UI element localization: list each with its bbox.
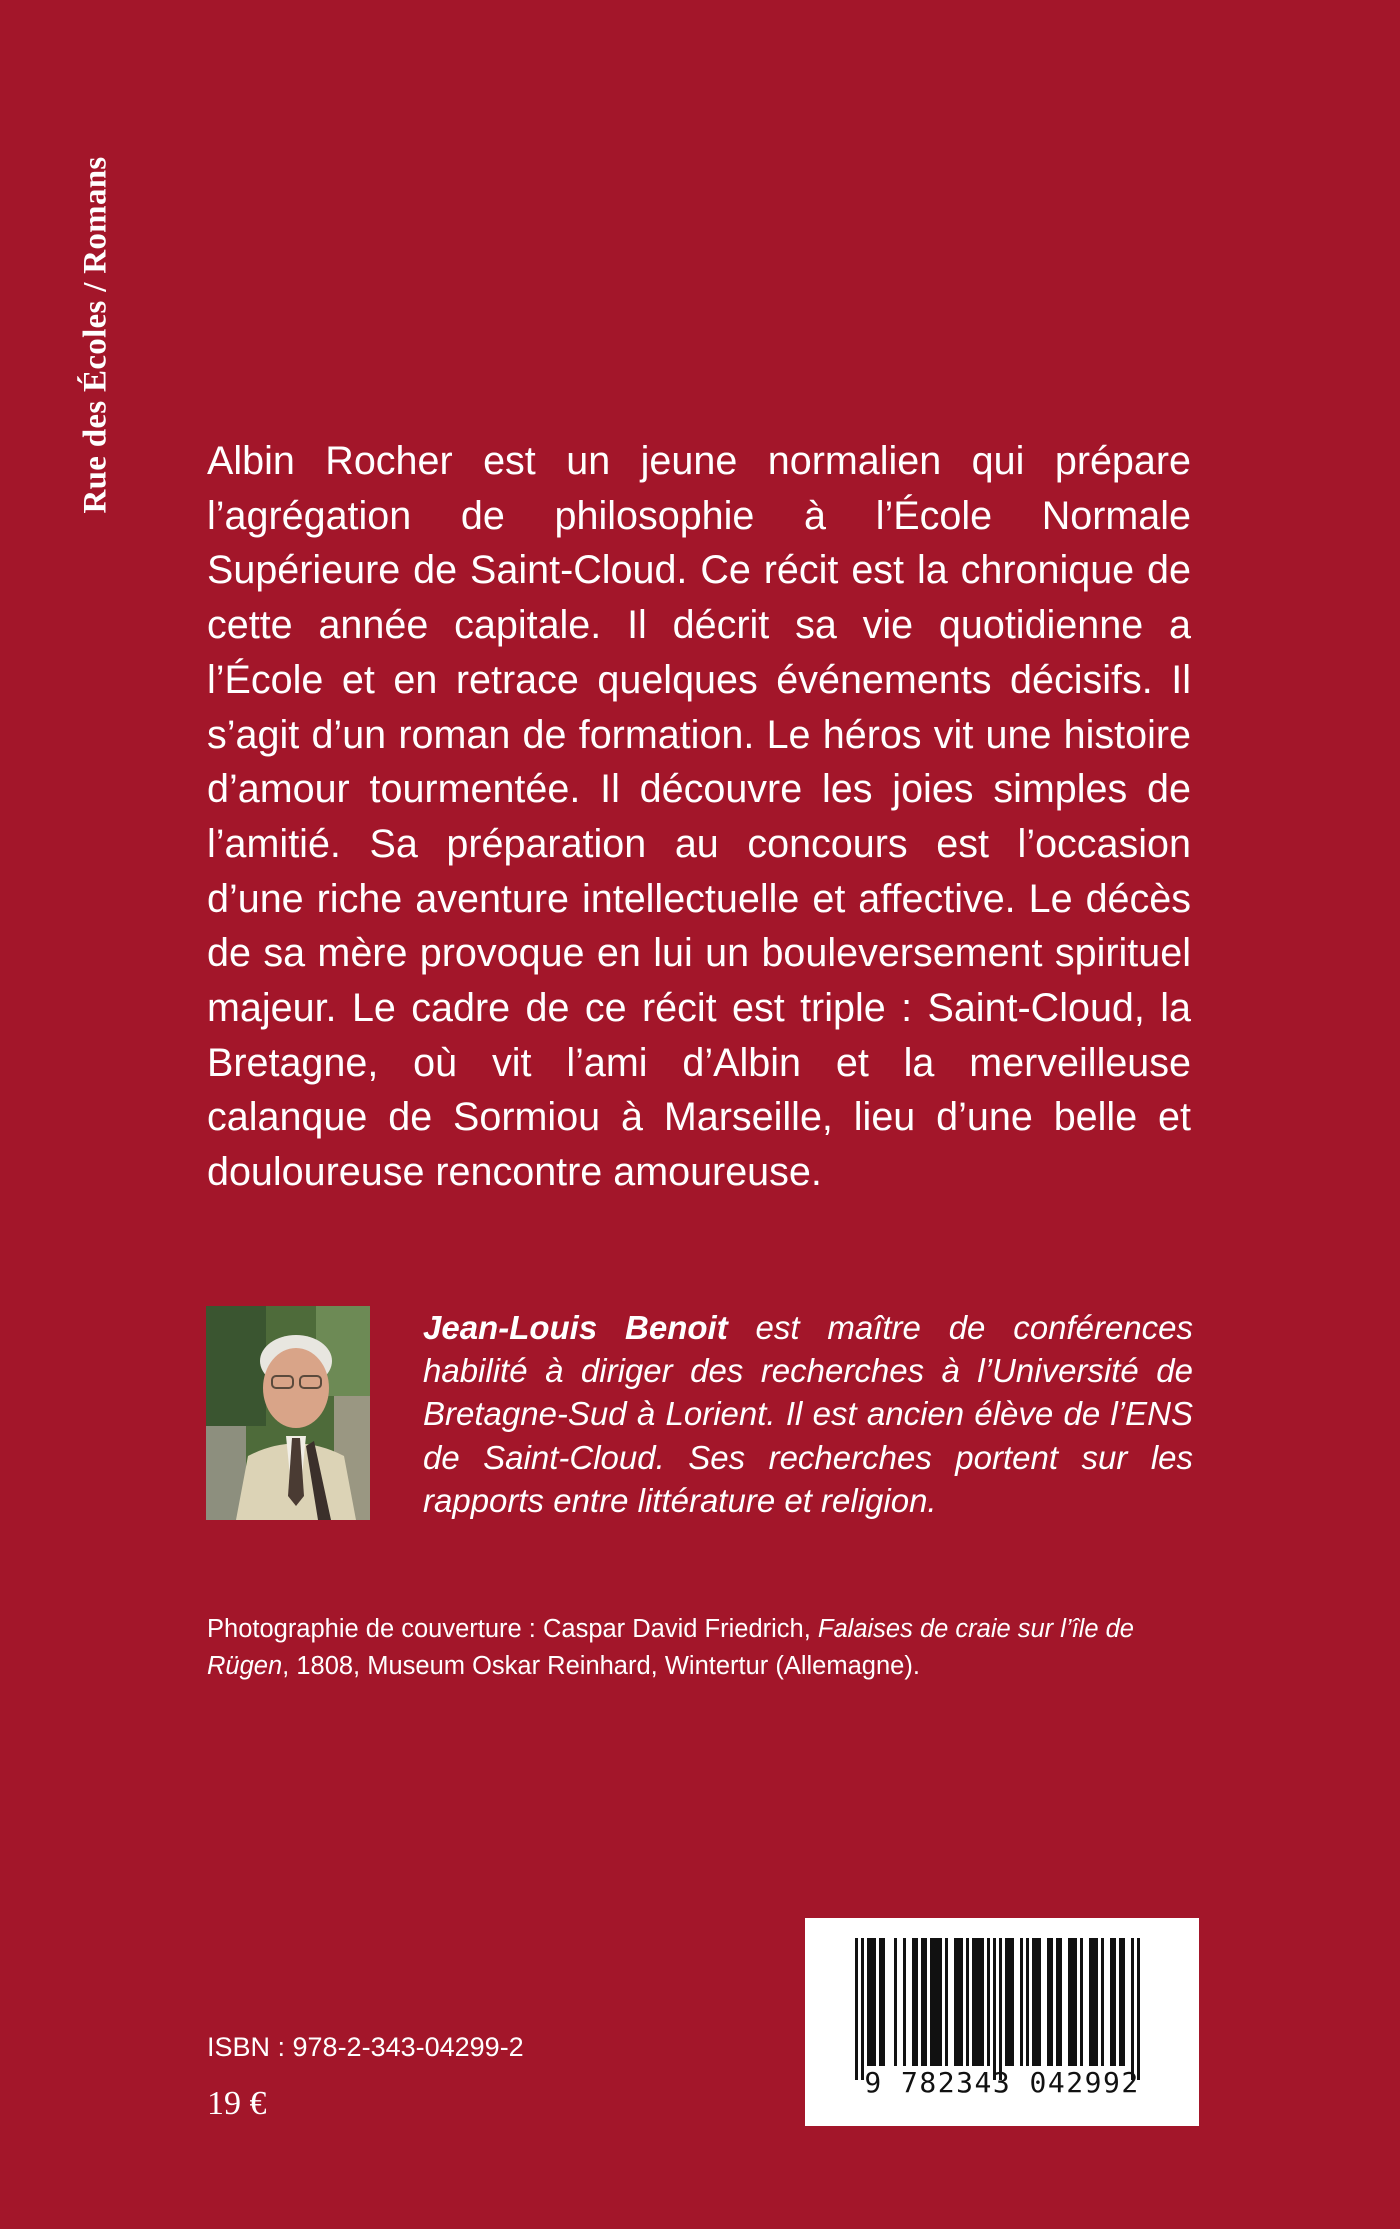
- cover-credit: [207, 1611, 1197, 1685]
- cover-credit-prefix: Photographie de couverture : Caspar David Friedrich,: [207, 1615, 818, 1643]
- barcode-bar: [1020, 1938, 1023, 2066]
- barcode-bar: [1131, 1938, 1134, 2080]
- barcode-bar: [987, 1938, 990, 2066]
- barcode-bar: [1026, 1938, 1029, 2066]
- barcode-bar: [867, 1938, 876, 2066]
- author-bio-text: est maître de conférences habilité à diriger des recherches à l’Université de Bretagne-Sud à Lorient. Il est ancien élève de l’ENS de Saint-Cloud. Ses recherches portent sur les rapports entre littérature et religion.: [423, 1309, 1193, 1519]
- isbn: ISBN : 978-2-343-04299-2: [207, 2032, 524, 2062]
- barcode-bar: [1032, 1938, 1041, 2066]
- barcode-bar: [954, 1938, 963, 2066]
- barcode-bar: [903, 1938, 906, 2066]
- barcode-bar: [945, 1938, 948, 2066]
- barcode-bar: [861, 1938, 864, 2080]
- barcode-bar: [1047, 1938, 1053, 2066]
- author-bio: [423, 1306, 1193, 1522]
- barcode-bar: [1137, 1938, 1140, 2080]
- barcode-bar: [1110, 1938, 1116, 2066]
- barcode-bar: [1005, 1938, 1014, 2066]
- barcode-bar: [999, 1938, 1002, 2080]
- barcode-digits: 9 782343 042992: [864, 2066, 1140, 2099]
- barcode-bar: [1119, 1938, 1125, 2066]
- barcode-bar: [1080, 1938, 1083, 2066]
- synopsis-text: Albin Rocher est un jeune normalien qui prépare l’agrégation de philosophie à l’École Normale Supérieure de Saint-Cloud. Ce récit est la chronique de cette année capitale. Il décrit sa vie quotidienne a l’École et en retrace quelques événements décisifs. Il s’agit d’un roman de formation. Le héros vit une histoire d’amour tourmentée. Il découvre les joies simples de l’amitié. Sa préparation au concours est l’occasion d’une riche aventure intellectuelle et affective. Le décès de sa mère provoque en lui un bouleversement spirituel majeur. Le cadre de ce récit est triple : Saint-Cloud, la Bretagne, où vit l’ami d’Albin et la merveilleuse calanque de Sormiou à Marseille, lieu d’une belle et douloureuse rencontre amoureuse.: [207, 439, 1191, 1195]
- barcode-bar: [855, 1938, 858, 2080]
- barcode: [805, 1918, 1199, 2126]
- barcode-bar: [921, 1938, 927, 2066]
- barcode-bar: [1056, 1938, 1062, 2066]
- series-label: [72, 100, 120, 570]
- price: 19 €: [207, 2085, 267, 2122]
- author-name: Jean-Louis Benoit: [423, 1309, 728, 1346]
- barcode-bar: [912, 1938, 918, 2066]
- series-label-text: Rue des Écoles / Romans: [77, 156, 114, 514]
- barcode-bar: [966, 1938, 969, 2066]
- author-photo: [206, 1306, 370, 1520]
- barcode-bar: [1068, 1938, 1077, 2066]
- barcode-bar: [1089, 1938, 1098, 2066]
- barcode-bar: [1101, 1938, 1104, 2066]
- barcode-bar: [879, 1938, 885, 2066]
- barcode-bar: [993, 1938, 996, 2080]
- author-portrait-image: [206, 1306, 370, 1520]
- barcode-bar: [930, 1938, 942, 2066]
- barcode-bar: [894, 1938, 897, 2066]
- cover-credit-title: Falaises de craie sur l’île de Rügen: [207, 1615, 1134, 1680]
- barcode-bar: [972, 1938, 984, 2066]
- cover-credit-suffix: , 1808, Museum Oskar Reinhard, Wintertur (Allemagne).: [282, 1652, 920, 1680]
